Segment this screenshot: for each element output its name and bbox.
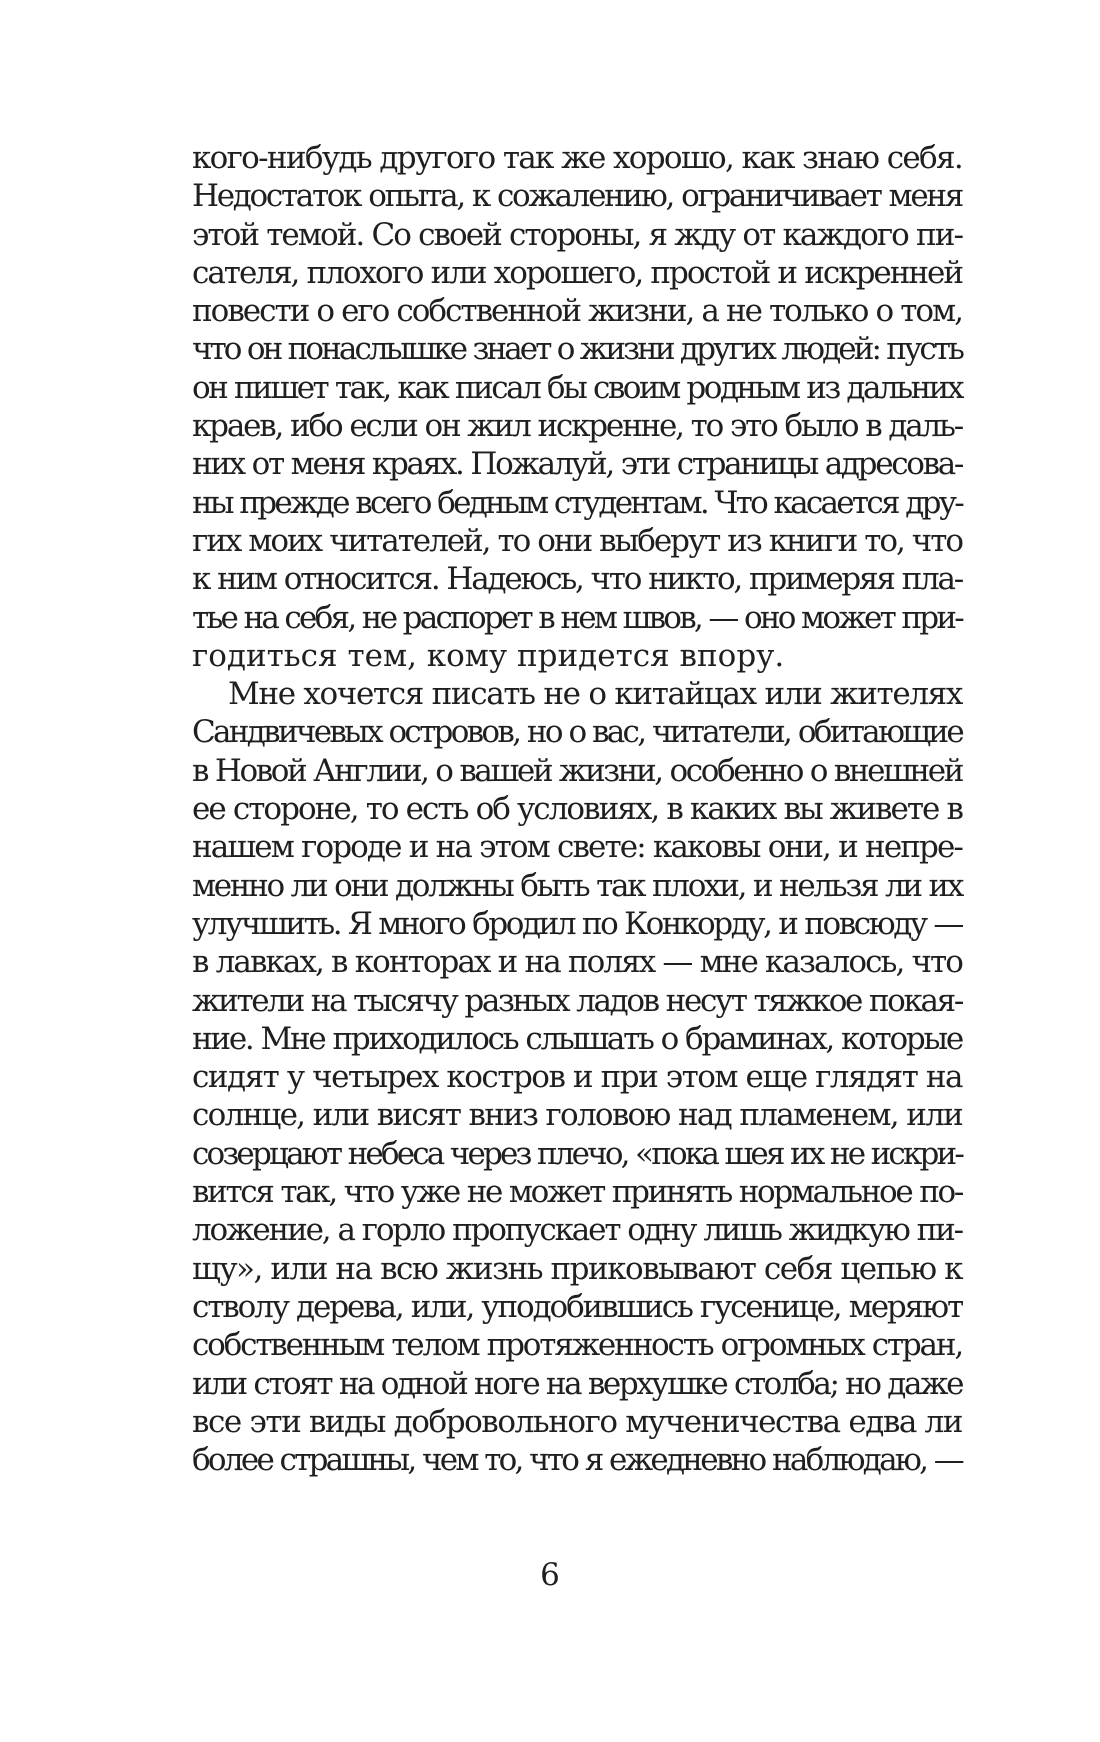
text-line: Мне хочется писать не о китайцах или жителях [228, 676, 962, 713]
page-number: 6 [540, 1557, 560, 1593]
text-line: собственным телом протяженность огромных стран, [192, 1327, 962, 1364]
text-line: повести о его собственной жизни, а не только о том, [192, 293, 962, 330]
text-line: щу», или на всю жизнь приковывают себя цепью к [192, 1250, 962, 1287]
body-text [192, 139, 962, 1479]
text-line: все эти виды добровольного мученичества едва ли [192, 1403, 962, 1440]
text-line: вится так, что уже не может принять нормальное по- [192, 1174, 962, 1211]
text-line: солнце, или висят вниз головою над пламенем, или [192, 1097, 962, 1134]
text-line: более страшны, чем то, что я ежедневно наблюдаю, — [192, 1442, 962, 1479]
text-line: стволу дерева, или, уподобившись гусенице, меряют [192, 1288, 962, 1325]
text-line: или стоят на одной ноге на верхушке столба; но даже [192, 1365, 962, 1402]
text-line: краев, ибо если он жил искренне, то это было в даль- [192, 408, 962, 445]
text-line: тье на себя, не распорет в нем швов, — оно может при- [192, 599, 962, 636]
paragraph-2 [192, 675, 962, 1479]
text-line: ее стороне, то есть об условиях, в каких вы живете в [192, 791, 962, 828]
text-line: сателя, плохого или хорошего, простой и искренней [192, 254, 962, 291]
text-line: улучшить. Я много бродил по Конкорду, и повсюду — [192, 905, 962, 942]
text-line: этой темой. Со своей стороны, я жду от каждого пи- [192, 216, 962, 253]
text-line: созерцают небеса через плечо, «пока шея их не искри- [192, 1135, 962, 1172]
text-line: ны прежде всего бедным студентам. Что касается дру- [192, 484, 962, 521]
text-line: Сандвичевых островов, но о вас, читатели, обитающие [192, 714, 962, 751]
text-line: сидят у четырех костров и при этом еще глядят на [192, 1059, 962, 1096]
text-line: Недостаток опыта, к сожалению, ограничивает меня [192, 178, 962, 215]
text-line: к ним относится. Надеюсь, что никто, примеряя пла- [192, 561, 962, 598]
text-line: ние. Мне приходилось слышать о браминах, которые [192, 1020, 962, 1057]
text-line: менно ли они должны быть так плохи, и нельзя ли их [192, 867, 962, 904]
text-line: них от меня краях. Пожалуй, эти страницы адресова- [192, 446, 962, 483]
text-line: нашем городе и на этом свете: каковы они, и непре- [192, 829, 962, 866]
text-line: гих моих читателей, то они выберут из книги то, что [192, 522, 962, 559]
text-line: что он понаслышке знает о жизни других людей: пусть [192, 331, 962, 368]
text-line: в лавках, в конторах и на полях — мне казалось, что [192, 944, 962, 981]
text-line: жители на тысячу разных ладов несут тяжкое покая- [192, 982, 962, 1019]
text-line: ложение, а горло пропускает одну лишь жидкую пи- [192, 1212, 962, 1249]
text-line: кого-нибудь другого так же хорошо, как знаю себя. [192, 140, 962, 176]
text-line: в Новой Англии, о вашей жизни, особенно о внешней [192, 752, 962, 789]
text-line: годиться тем, кому придется впору. [192, 637, 785, 674]
text-line: он пишет так, как писал бы своим родным из дальних [192, 369, 962, 406]
paragraph-1 [192, 139, 962, 675]
